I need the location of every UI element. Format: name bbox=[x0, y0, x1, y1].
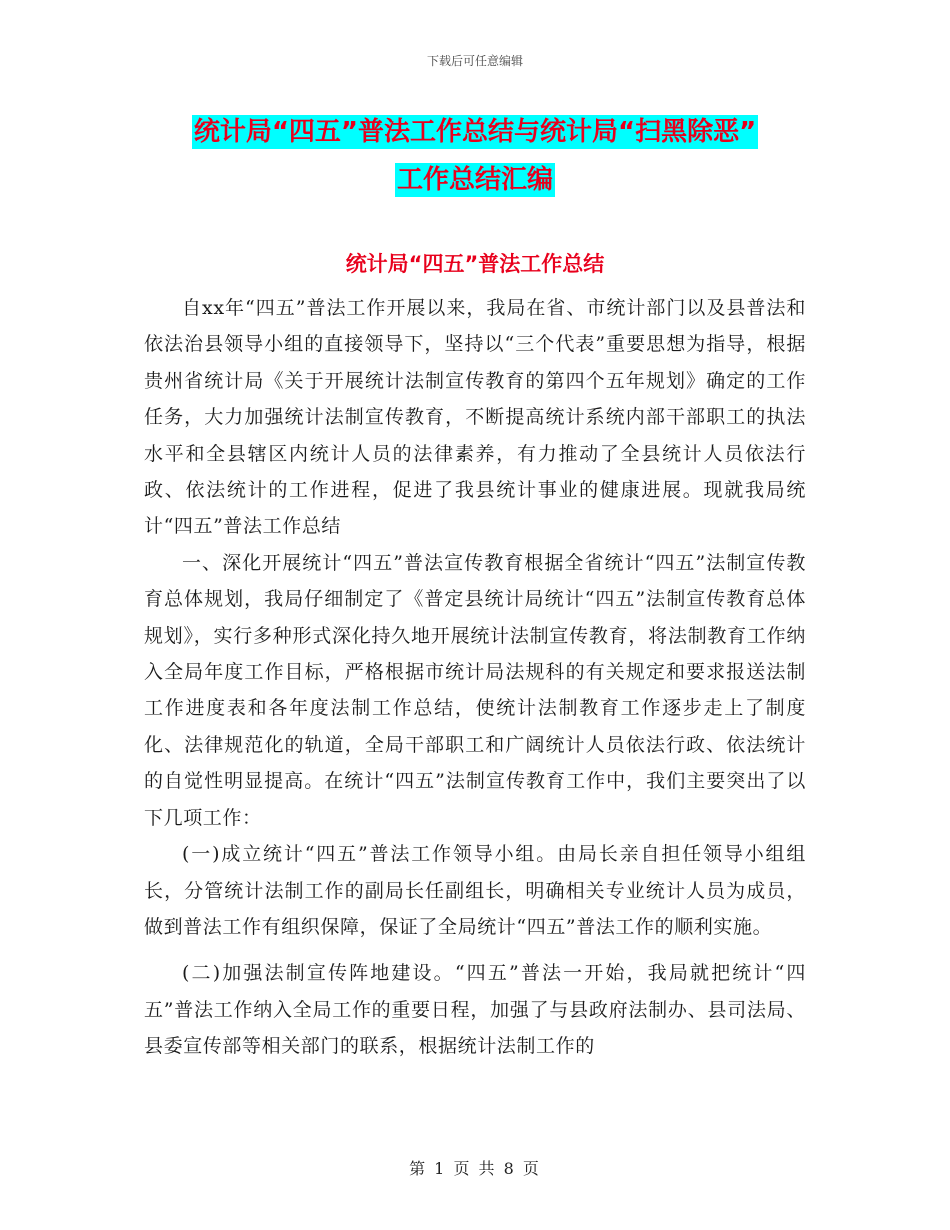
body-text bbox=[144, 290, 806, 1065]
page-header-note: 下载后可任意编辑 bbox=[426, 54, 523, 68]
page-number: 第 1 页 共 8 页 bbox=[409, 1159, 541, 1178]
title-line-1: 统计局“四五”普法工作总结与统计局“扫黑除恶” bbox=[193, 117, 757, 147]
paragraph-part-one: 一、深化开展统计“四五”普法宣传教育根据全省统计“四五”法制宣传教育总体规划，我局仔细制定了《普定县统计局统计“四五”法制宣传教育总体规划》，实行多种形式深化持久地开展统计法制宣传教育，将法制教育工作纳入全局年度工作目标，严格根据市统计局法规科的有关规定和要求报送法制工作进度表和各年度法制工作总结，使统计法制教育工作逐步走上了制度化、法律规范化的轨道，全局干部职工和广阔统计人员依法行政、依法统计的自觉性明显提高。在统计“四五”法制宣传教育工作中，我们主要突出了以下几项工作： bbox=[144, 551, 806, 829]
paragraph-intro: 自xx年“四五”普法工作开展以来，我局在省、市统计部门以及县普法和依法治县领导小组的直接领导下，坚持以“三个代表”重要思想为指导，根据贵州省统计局《关于开展统计法制宣传教育的第四个五年规划》确定的工作任务，大力加强统计法制宣传教育，不断提高统计系统内部干部职工的执法水平和全县辖区内统计人员的法律素养，有力推动了全县统计人员依法行政、依法统计的工作进程，促进了我县统计事业的健康进展。现就我局统计“四五”普法工作总结 bbox=[144, 297, 806, 538]
section-heading: 统计局“四五”普法工作总结 bbox=[345, 252, 605, 276]
title-line-2: 工作总结汇编 bbox=[396, 165, 553, 195]
document-title bbox=[0, 108, 950, 204]
paragraph-item-one: (一)成立统计“四五”普法工作领导小组。由局长亲自担任领导小组组长，分管统计法制工作的副局长任副组长，明确相关专业统计人员为成员，做到普法工作有组织保障，保证了全局统计“四五”普法工作的顺利实施。 bbox=[144, 843, 806, 938]
paragraph-item-two: (二)加强法制宣传阵地建设。“四五”普法一开始，我局就把统计“四五”普法工作纳入全局工作的重要日程，加强了与县政府法制办、县司法局、县委宣传部等相关部门的联系，根据统计法制工作的 bbox=[144, 962, 806, 1058]
